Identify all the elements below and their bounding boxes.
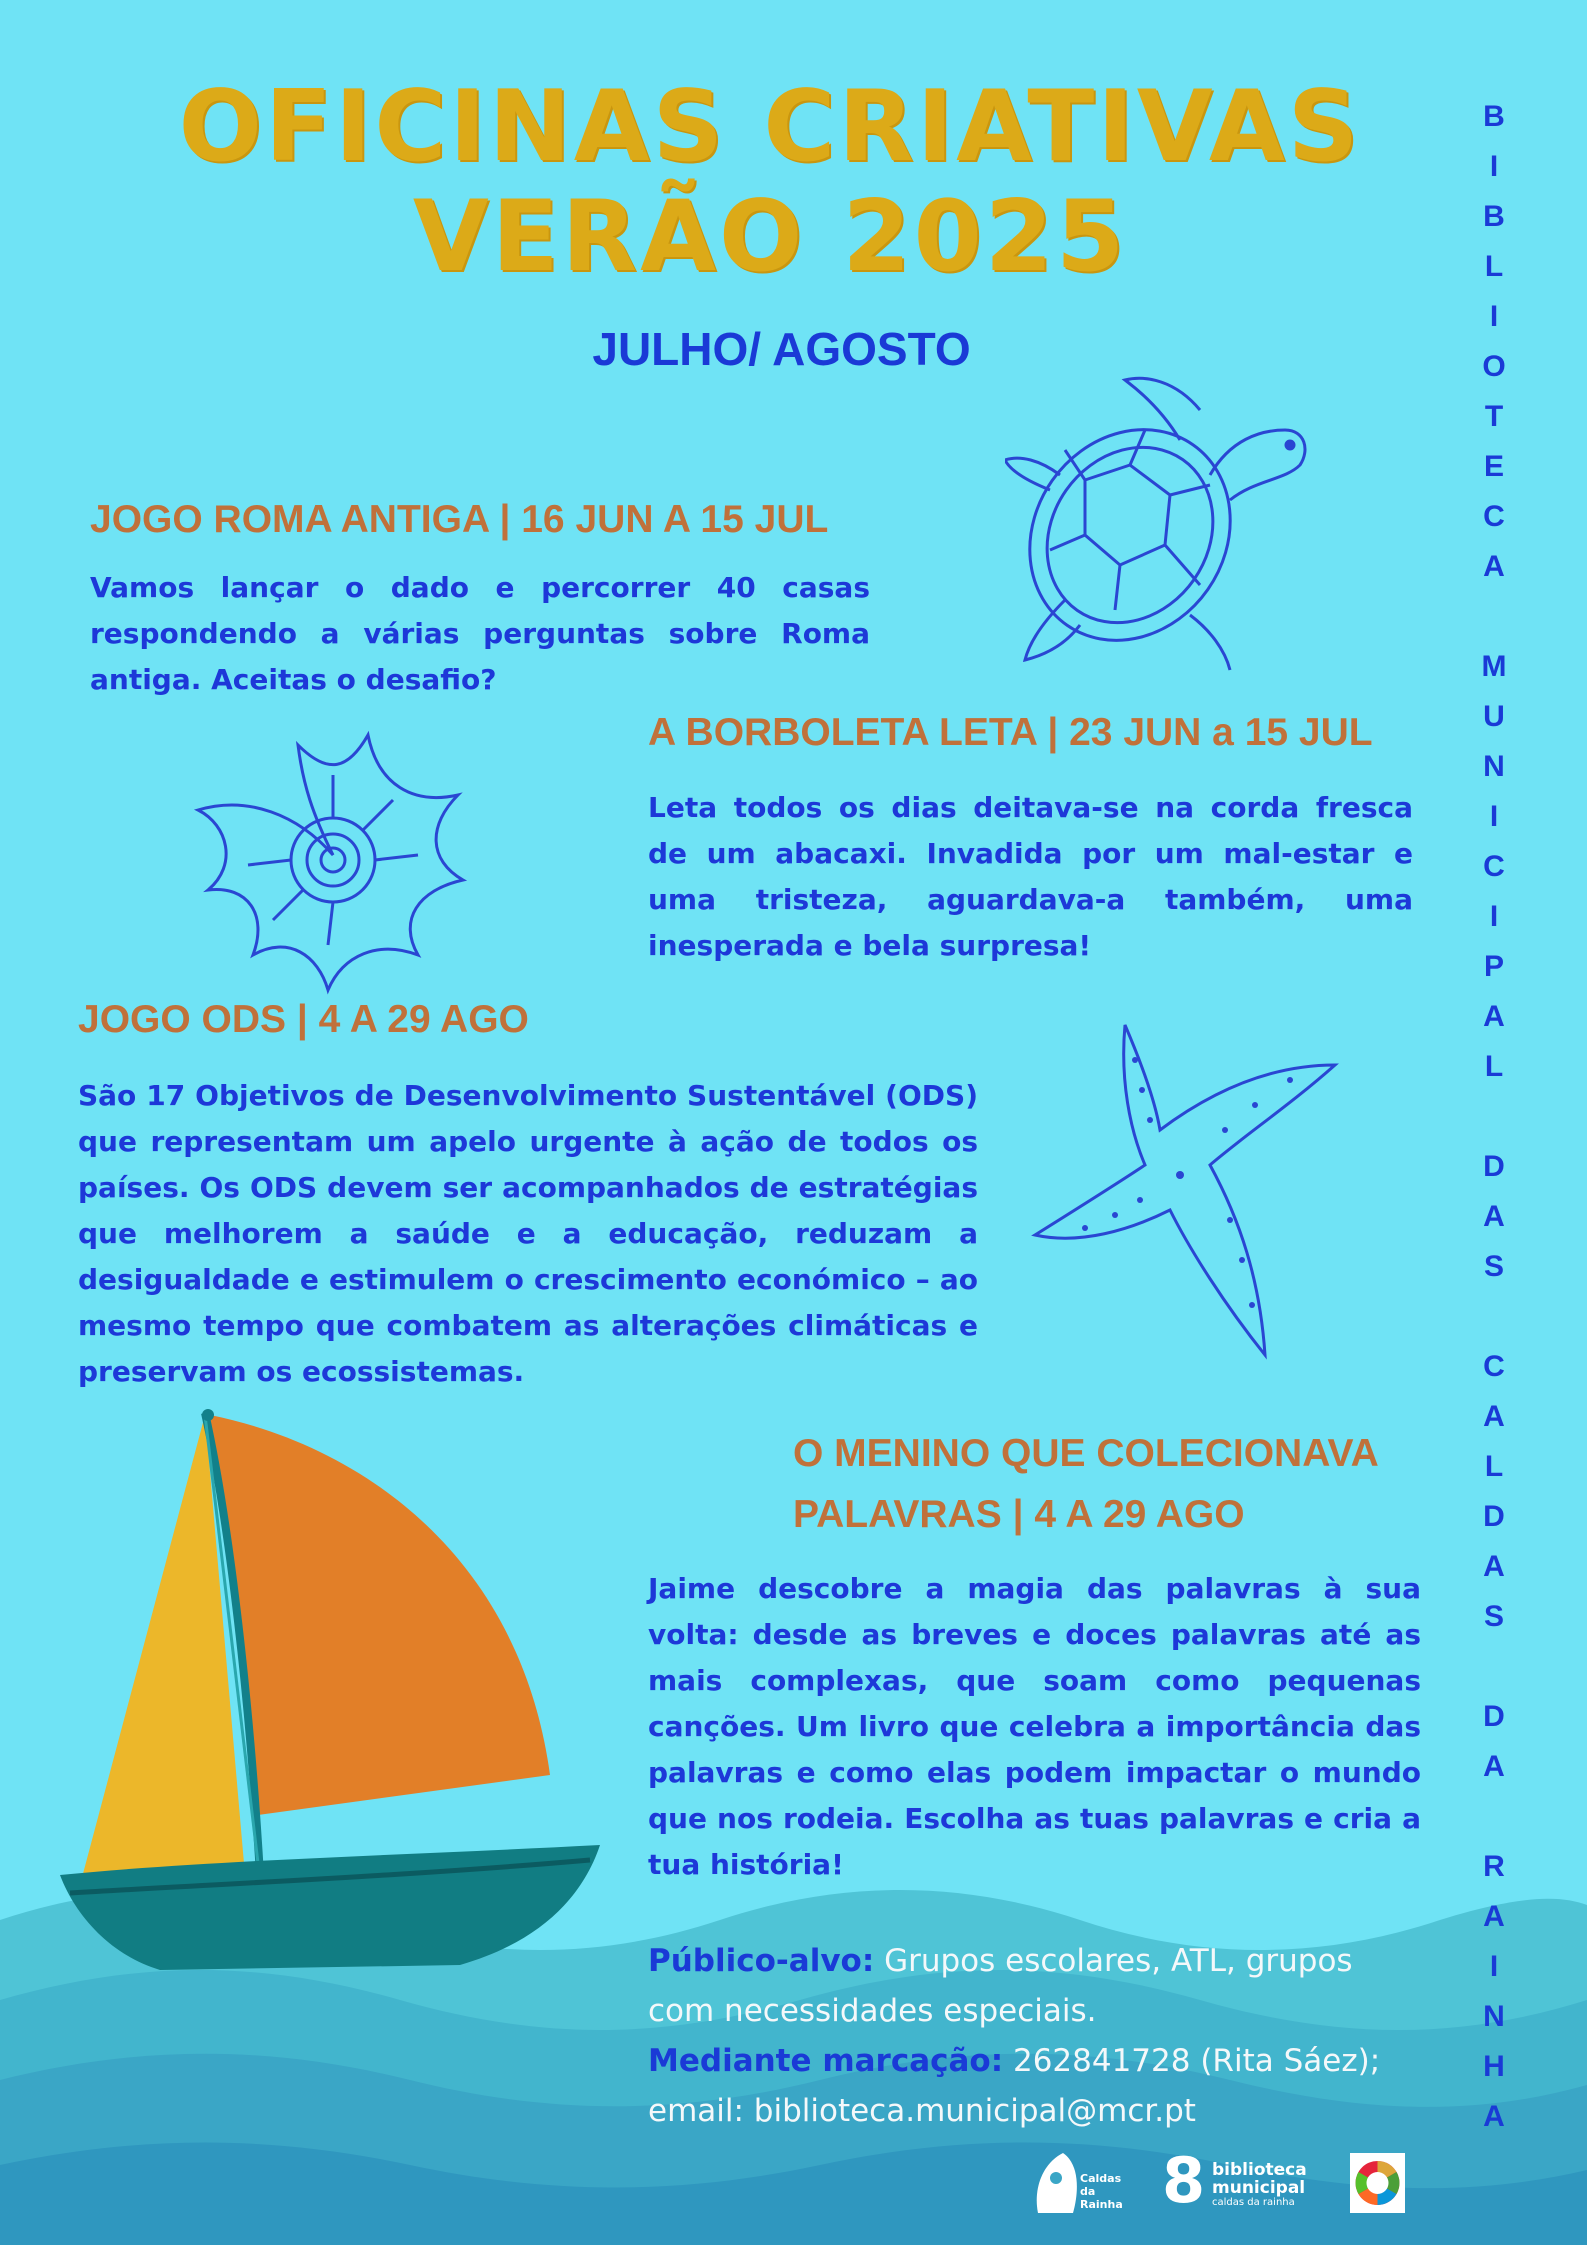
vertical-letter: H [1483,2050,1505,2083]
caldas-logo-mark [1028,2148,1083,2218]
title-line-2: VERÃO 2025 [412,180,1128,294]
vertical-letter: B [1483,100,1505,133]
starfish-icon [1030,1020,1350,1360]
vertical-letter: C [1483,500,1505,533]
vertical-letter: A [1483,550,1505,583]
vertical-letter: I [1489,900,1499,933]
title-line-1: OFICINAS CRIATIVAS [178,70,1362,184]
vertical-letter: C [1483,1350,1505,1383]
vertical-letter: N [1483,2000,1505,2033]
vertical-letter: A [1483,1400,1505,1433]
vertical-letter: N [1483,750,1505,783]
vertical-letter: D [1483,1150,1505,1183]
vertical-letter: A [1483,1000,1505,1033]
vertical-letter: A [1483,2100,1505,2133]
vertical-letter: M [1481,650,1507,683]
workshop-3-heading: JOGO ODS | 4 A 29 AGO [78,998,529,1041]
seashell-icon [178,715,488,995]
vertical-letter: O [1482,350,1506,383]
audience-value: Grupos escolares, ATL, grupos com necessidades especiais. [648,1943,1353,2029]
audience-line [648,1936,1428,2036]
workshop-4-heading-line-1: O MENINO QUE COLECIONAVA [793,1432,1379,1475]
workshop-2-text: Leta todos os dias deitava-se na corda fresca de um abacaxi. Invadida por um mal-estar e uma tristeza, aguardava-a também, uma inesperada e bela surpresa! [648,791,1413,962]
workshop-1-text: Vamos lançar o dado e percorrer 40 casas respondendo a várias perguntas sobre Roma antiga. Aceitas o desafio? [90,571,870,696]
turtle-icon [1005,370,1315,675]
vertical-letter: A [1483,1750,1505,1783]
vertical-letter [1480,1092,1508,1142]
vertical-letter [1480,1292,1508,1342]
vertical-library-name [1480,92,1508,2142]
vertical-letter: I [1489,300,1499,333]
biblioteca-logo-word-2: municipal [1212,2178,1306,2198]
vertical-letter: I [1489,150,1499,183]
vertical-letter: S [1483,1250,1504,1283]
biblioteca-logo-sub: caldas da rainha [1212,2197,1295,2208]
vertical-letter: T [1484,400,1504,433]
audience-label: Público-alvo: [648,1943,875,1979]
workshop-4-text: Jaime descobre a magia das palavras à sua volta: desde as breves e doces palavras até as mais complexas, que soam como pequenas canções. Um livro que celebra a importância das palavras e como elas podem impactar o mundo que nos rodeia. Escolha as tuas palavras e cria a tua história! [648,1572,1421,1881]
vertical-letter: A [1483,1550,1505,1583]
vertical-letter: U [1483,700,1505,733]
booking-label: Mediante marcação: [648,2043,1004,2079]
months-subtitle: JULHO/ AGOSTO [592,323,971,375]
workshop-1-heading: JOGO ROMA ANTIGA | 16 JUN A 15 JUL [90,498,829,541]
vertical-letter: C [1483,850,1505,883]
email-line: email: biblioteca.municipal@mcr.pt [648,2093,1196,2129]
vertical-letter: A [1483,1900,1505,1933]
sailboat-icon [60,1405,605,1975]
vertical-letter: A [1483,1200,1505,1233]
vertical-letter: R [1483,1850,1505,1883]
vertical-letter: D [1483,1700,1505,1733]
workshop-3-text: São 17 Objetivos de Desenvolvimento Sustentável (ODS) que representam um apelo urgente à ação de todos os países. Os ODS devem ser acompanhados de estratégias que melhorem a saúde e a educação, reduzam a desigualdade e estimulem o crescimento económico – ao mesmo tempo que combatem as alterações climáticas e preservam os ecossistemas. [78,1079,978,1388]
info-block [648,1936,1428,2136]
booking-line [648,2036,1428,2086]
biblioteca-logo-word-1: biblioteca [1212,2160,1307,2180]
caldas-logo-text: Caldas da Rainha [1080,2172,1123,2211]
vertical-letter: S [1483,1600,1504,1633]
vertical-letter [1480,592,1508,642]
vertical-letter [1480,1792,1508,1842]
vertical-letter: D [1483,1500,1505,1533]
vertical-letter: L [1484,1050,1504,1083]
vertical-letter: L [1484,250,1504,283]
biblioteca-logo [1162,2144,1332,2217]
vertical-letter: I [1489,1950,1499,1983]
sdg-wheel-logo [1350,2153,1405,2213]
vertical-letter: E [1483,450,1504,483]
biblioteca-logo-mark: 8 [1162,2144,1206,2217]
caldas-logo [1028,2148,1138,2218]
vertical-letter [1480,1642,1508,1692]
workshop-4-heading-line-2: PALAVRAS | 4 A 29 AGO [793,1493,1245,1536]
workshop-2-heading: A BORBOLETA LETA | 23 JUN a 15 JUL [648,711,1373,754]
vertical-letter: B [1483,200,1505,233]
vertical-letter: I [1489,800,1499,833]
vertical-letter: L [1484,1450,1504,1483]
vertical-letter: P [1483,950,1504,983]
booking-phone: 262841728 (Rita Sáez); [1012,2043,1381,2079]
